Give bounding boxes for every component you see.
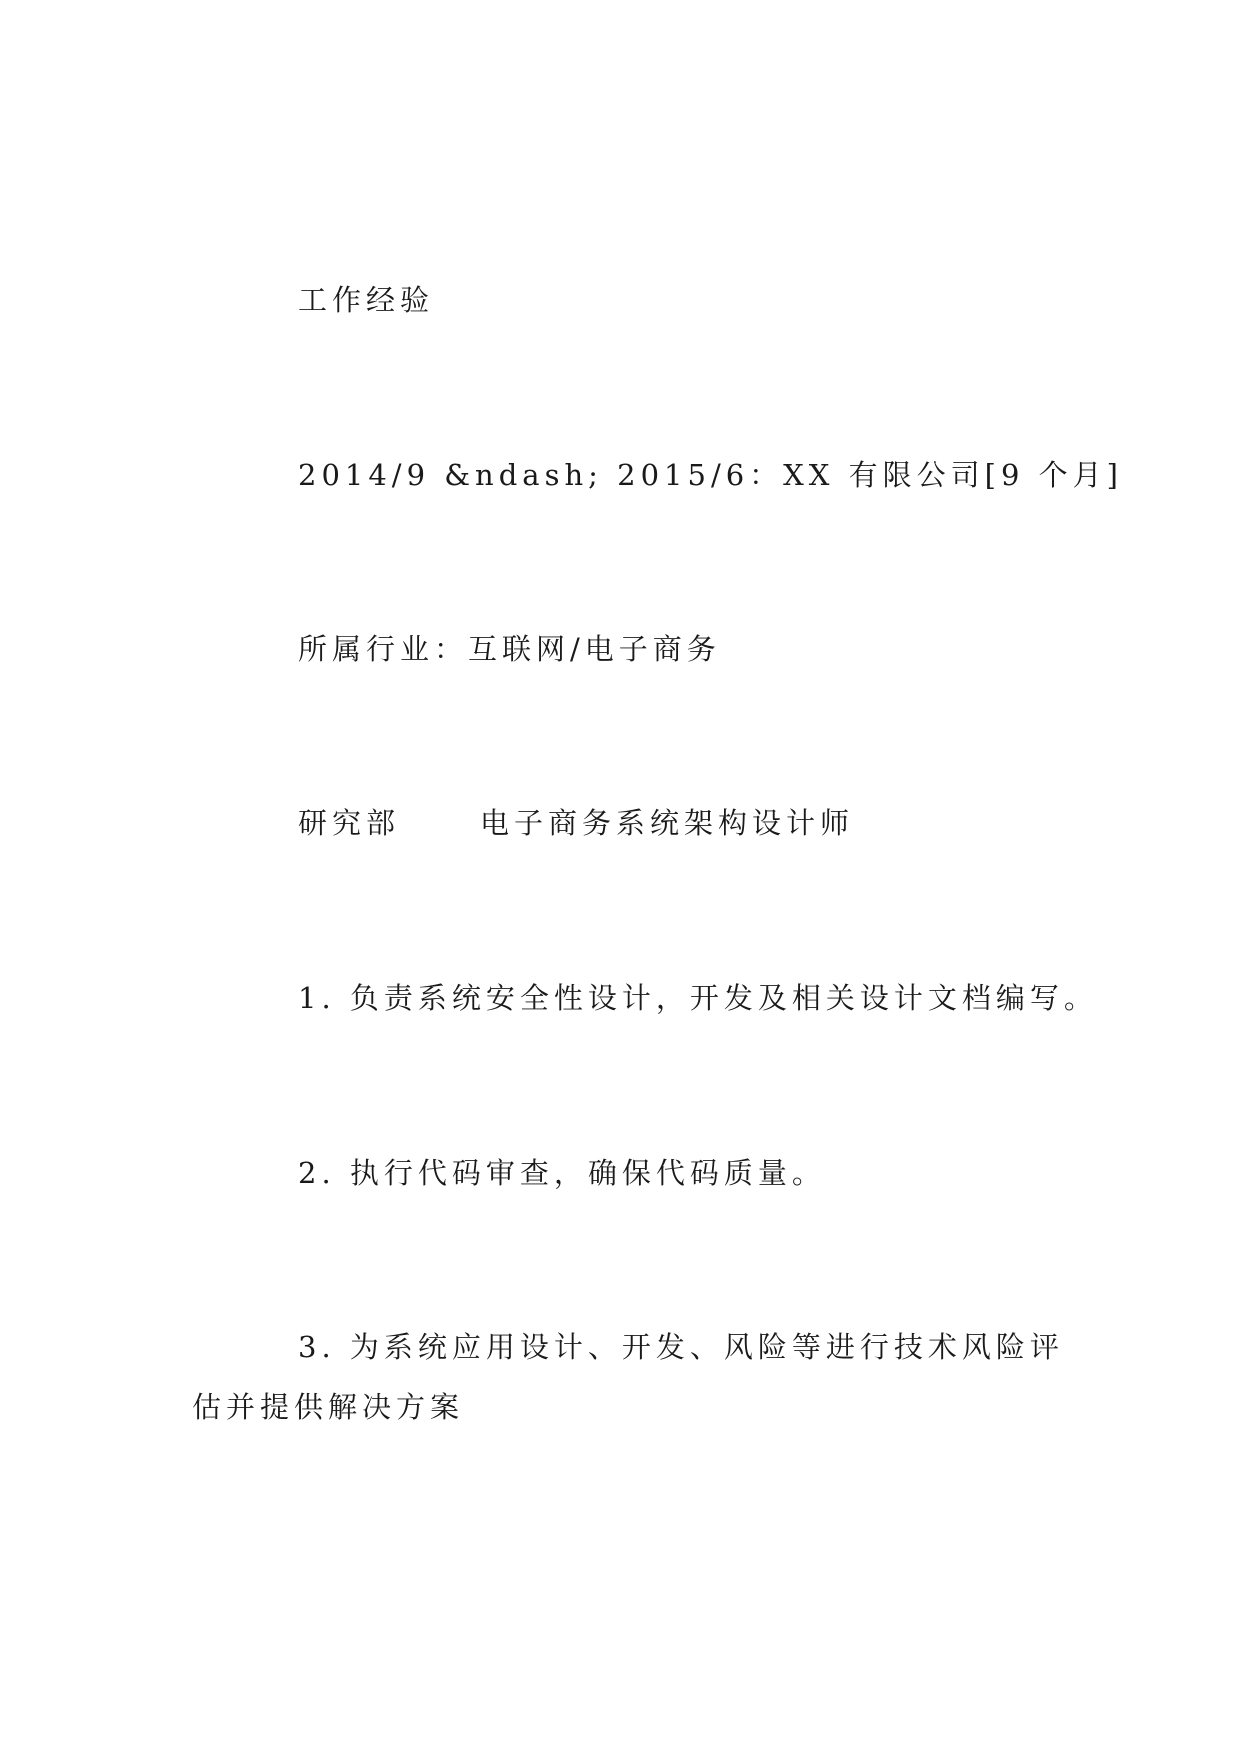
department-position-line <box>298 803 854 843</box>
duty-item-1: 1. 负责系统安全性设计，开发及相关设计文档编写。 <box>298 981 1098 1015</box>
position-title: 电子商务系统架构设计师 <box>480 806 855 840</box>
duty-item-3-continuation: 估并提供解决方案 <box>192 1390 465 1424</box>
department-name: 研究部 <box>298 806 401 840</box>
section-heading: 工作经验 <box>298 283 435 317</box>
employment-period: 2014/9 &ndash; 2015/6：XX 有限公司[9 个月] <box>298 458 1123 492</box>
duty-item-2: 2. 执行代码审查，确保代码质量。 <box>298 1156 826 1190</box>
industry-line: 所属行业：互联网/电子商务 <box>298 632 721 666</box>
duty-item-3: 3. 为系统应用设计、开发、风险等进行技术风险评 <box>298 1330 1064 1364</box>
